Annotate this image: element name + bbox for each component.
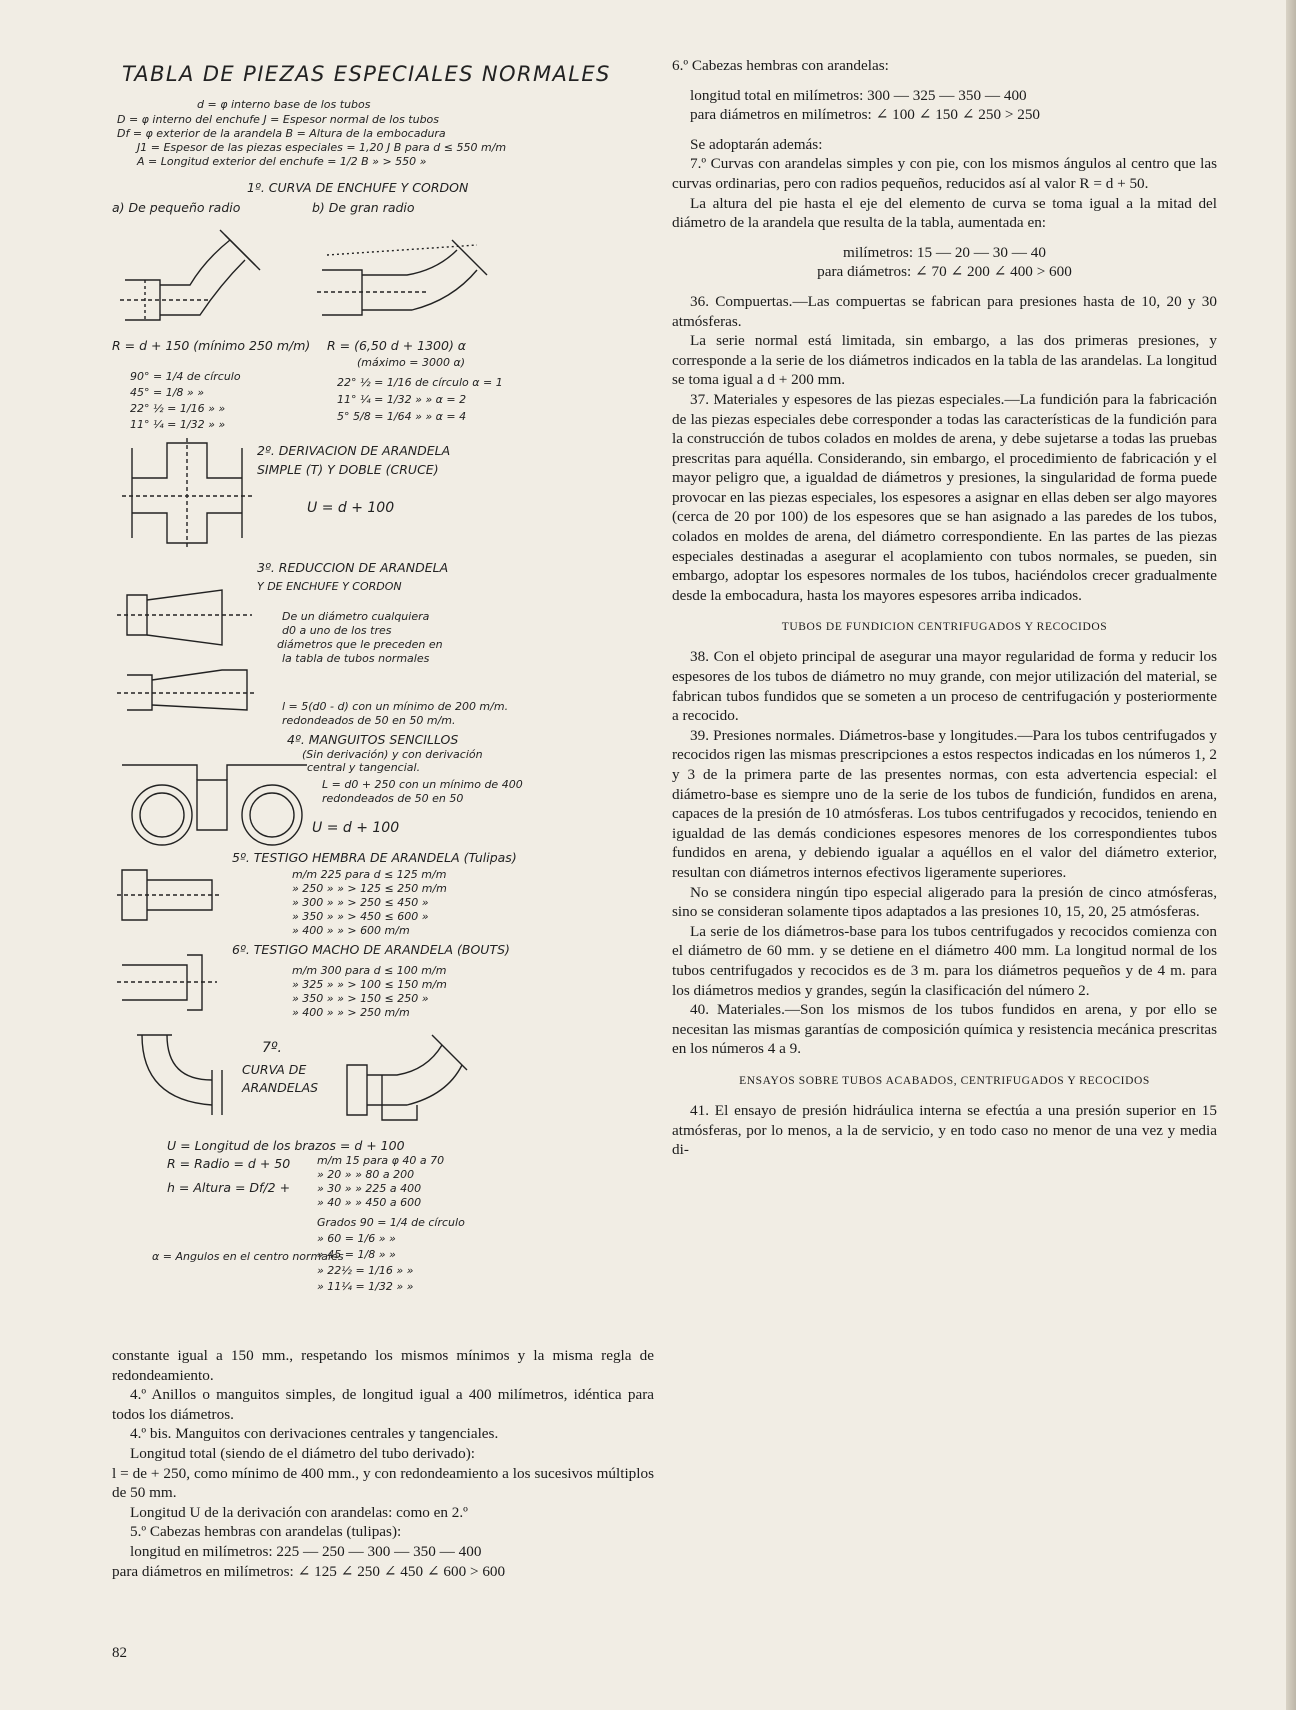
section-7-h-row: » 40 » » 450 a 600	[317, 1196, 422, 1209]
section-3-title: 3º. REDUCCION DE ARANDELA	[257, 560, 449, 575]
section-7-sub: CURVA DE	[242, 1062, 307, 1077]
section-4-sub: (Sin derivación) y con derivación	[302, 748, 483, 761]
paragraph: 4.º Anillos o manguitos simples, de longitud igual a 400 milímetros, idéntica para todos los diámetros.	[112, 1386, 654, 1423]
section-5-row: » 350 » » > 450 ≤ 600 »	[292, 910, 429, 923]
paragraph: 36. Compuertas.—Las compuertas se fabrican para presiones hasta de 10, 20 y 30 atmósferas.	[672, 292, 1217, 330]
sleeve-drawing	[117, 750, 317, 850]
section-7-u: U = Longitud de los brazos = d + 100	[167, 1138, 405, 1153]
section-1b-formula-max: (máximo = 3000 α)	[357, 356, 466, 369]
angle-row: 11° ¼ = 1/32 » »	[130, 418, 226, 431]
paragraph: constante igual a 150 mm., respetando los mismos mínimos y la misma regla de redondeamiento.	[112, 1347, 654, 1384]
section-4-title: 4º. MANGUITOS SENCILLOS	[287, 732, 459, 747]
page-number: 82	[112, 1645, 127, 1661]
legend-line: D = φ interno del enchufe J = Espesor normal de los tubos	[117, 113, 440, 126]
section-1b-formula: R = (6,50 d + 1300) α	[327, 338, 467, 353]
section-3-note: la tabla de tubos normales	[282, 652, 430, 665]
left-body-text	[112, 1346, 654, 1581]
section-5-row: m/m 225 para d ≤ 125 m/m	[292, 868, 447, 881]
section-7-r: R = Radio = d + 50	[167, 1156, 291, 1171]
section-2-sub: SIMPLE (T) Y DOBLE (CRUCE)	[257, 462, 439, 477]
section-heading: TUBOS DE FUNDICION CENTRIFUGADOS Y RECOCIDOS	[781, 621, 1108, 634]
paragraph: La altura del pie hasta el eje del elemento de curva se toma igual a la mitad del diámetro de la arandela que resulta de la tabla, aumentada en:	[672, 194, 1217, 232]
section-3-note: d0 a uno de los tres	[282, 624, 392, 637]
section-6-title: 6º. TESTIGO MACHO DE ARANDELA (BOUTS)	[232, 942, 510, 957]
paragraph: 41. El ensayo de presión hidráulica interna se efectúa a una presión superior en 15 atmósferas, por lo menos, a la de servicio, y en todo caso no menor de una vez y media di-	[672, 1101, 1217, 1159]
section-5-title: 5º. TESTIGO HEMBRA DE ARANDELA (Tulipas)	[232, 850, 517, 865]
paragraph: 39. Presiones normales. Diámetros-base y longitudes.—Para los tubos centrifugados y recocidos rigen las mismas prescripciones a estos respectos indicadas en los números 1, 2 y 3 de la primera parte de las presentes normas, con esta advertencia especial: el diámetro-base es siempre uno de la serie de los tubos de fundición, fundidos en arena, capaces de la presión de 10 atmósferas. Los tubos centrifugados y recocidos, teniendo en igualdad de las demás condiciones espesores menores de los correspondientes tubos fundidos en arena, y debiendo igualar a aquéllos en el valor del diámetro exterior, resultan con diámetros internos efectivos ligeramente superiores.	[672, 726, 1217, 881]
paragraph: 7.º Curvas con arandelas simples y con pie, con los mismos ángulos al centro que las curvas ordinarias, pero con radios pequeños, reducidos así al valor R = d + 50.	[672, 155, 1217, 192]
paragraph: 4.º bis. Manguitos con derivaciones centrales y tangenciales.	[130, 1425, 499, 1443]
flanged-bend-foot-drawing	[337, 1025, 477, 1135]
section-3-note: diámetros que le preceden en	[277, 638, 443, 651]
section-4-u: U = d + 100	[312, 820, 400, 836]
section-1a-label: a) De pequeño radio	[112, 200, 241, 215]
section-7-h-row: » 20 » » 80 a 200	[317, 1168, 415, 1181]
paragraph: milímetros: 15 — 20 — 30 — 40	[843, 243, 1046, 261]
paragraph: 5.º Cabezas hembras con arandelas (tulipas):	[130, 1523, 402, 1541]
angle-row: 90° = 1/4 de círculo	[130, 370, 241, 383]
section-4-formula-2: redondeados de 50 en 50	[322, 792, 464, 805]
section-6-row: » 350 » » > 150 ≤ 250 »	[292, 992, 429, 1005]
paragraph: longitud en milímetros: 225 — 250 — 300 — 350 — 400	[130, 1542, 482, 1560]
paragraph: longitud total en milímetros: 300 — 325 — 350 — 400	[690, 86, 1027, 104]
section-heading: ENSAYOS SOBRE TUBOS ACABADOS, CENTRIFUGADOS Y RECOCIDOS	[739, 1074, 1150, 1087]
section-7-a-row: » 11¼ = 1/32 » »	[317, 1280, 414, 1293]
special-pieces-table	[112, 50, 654, 1350]
paragraph: 38. Con el objeto principal de asegurar una mayor regularidad de forma y reducir los espesores de los tubos de diámetro no muy grande, con mejor utilización del material, se fabrican tubos fundidos que se someten a un proceso de centrifugación y posteriormente a recocido.	[672, 648, 1217, 725]
angle-row: 22° ½ = 1/16 de círculo α = 1	[337, 376, 503, 389]
reducer-drawing	[112, 575, 262, 745]
section-7-h-row: » 30 » » 225 a 400	[317, 1182, 422, 1195]
paragraph: La serie de los diámetros-base para los tubos centrifugados y recocidos comienza con el diámetro de 60 mm. y se detiene en el diámetro 400 mm. La longitud normal de los tubos centrifugados y recocidos es de 3 m. para los diámetros pequeños y de 4 m. para los diámetros medios y grandes, según la clasificación del número 2.	[672, 922, 1217, 999]
section-3-note: De un diámetro cualquiera	[282, 610, 430, 623]
paragraph: 6.º Cabezas hembras con arandelas:	[672, 57, 889, 74]
section-3-formula-2: redondeados de 50 en 50 m/m.	[282, 714, 456, 727]
paragraph: Se adoptarán además:	[690, 135, 823, 153]
paragraph: para diámetros: ∠ 70 ∠ 200 ∠ 400 > 600	[817, 263, 1072, 281]
table-title: TABLA DE PIEZAS ESPECIALES NORMALES	[122, 62, 611, 86]
section-1-title: 1º. CURVA DE ENCHUFE Y CORDON	[247, 180, 469, 195]
section-5-row: » 250 » » > 125 ≤ 250 m/m	[292, 882, 447, 895]
female-spigot-drawing	[117, 850, 227, 930]
paragraph: No se considera ningún tipo especial aligerado para la presión de cinco atmósferas, sino se consideran solamente tipos adaptados a las presiones 10, 15, 20, 25 atmósferas.	[672, 883, 1217, 921]
section-6-row: » 400 » » > 250 m/m	[292, 1006, 410, 1019]
section-6-row: » 325 » » > 100 ≤ 150 m/m	[292, 978, 447, 991]
legend-line: A = Longitud exterior del enchufe = 1/2 B » > 550 »	[137, 155, 427, 168]
section-3-formula: l = 5(d0 - d) con un mínimo de 200 m/m.	[282, 700, 509, 713]
section-7-a-row: » 22½ = 1/16 » »	[317, 1264, 414, 1277]
legend-line: J1 = Espesor de las piezas especiales = 1,20 J B para d ≤ 550 m/m	[137, 141, 507, 154]
section-2-title: 2º. DERIVACION DE ARANDELA	[257, 443, 451, 458]
section-6-row: m/m 300 para d ≤ 100 m/m	[292, 964, 447, 977]
section-7-h-row: m/m 15 para φ 40 a 70	[317, 1154, 445, 1167]
section-1b-label: b) De gran radio	[312, 200, 415, 215]
paragraph: 37. Materiales y espesores de las piezas especiales.—La fundición para la fabricación de las piezas especiales debe corresponder a todas las características de la fundición para la construcción de tubos colados en moldes de arena, y debe sujetarse a todas las pruebas prescritas para aquélla. Considerando, sin embargo, el procedimiento de fabricación y el mayor peligro que, a igualdad de diámetros y presiones, la singularidad de forma puede provocar en las piezas especiales, los espesores a asignar en ellas deben ser algo mayores (cerca de 20 por 100) de los espesores que se han asignado a las paredes de los tubos, colados en moldes de arena, del diámetro correspondiente. En las partes de las piezas especiales destinadas a asegurar el acoplamiento con tubos normales, se pueden, sin embargo, adoptar los espesores normales de los tubos, haciéndolos crecer gradualmente desde la embocadura, hasta los mayores espesores arriba indicados.	[672, 390, 1217, 604]
angle-row: 5° 5/8 = 1/64 » » α = 4	[337, 410, 467, 423]
section-5-row: » 300 » » > 250 ≤ 450 »	[292, 896, 429, 909]
section-5-row: » 400 » » > 600 m/m	[292, 924, 410, 937]
angle-row: 45° = 1/8 » »	[130, 386, 204, 399]
male-spigot-drawing	[117, 940, 227, 1020]
section-7-a-row: » 45 = 1/8 » »	[317, 1248, 396, 1261]
section-3-sub: Y DE ENCHUFE Y CORDON	[257, 580, 402, 593]
curve-small-radius-drawing	[120, 220, 290, 330]
legend-line: d = φ interno base de los tubos	[197, 98, 371, 111]
flanged-bend-drawing	[127, 1030, 237, 1130]
paragraph: 40. Materiales.—Son los mismos de los tubos fundidos en arena, y por ello se necesitan las mismas garantías de composición química y resistencia mecánica prescritas en los números 4 a 9.	[672, 1001, 1217, 1058]
section-1a-formula: R = d + 150 (mínimo 250 m/m)	[112, 338, 311, 353]
angle-row: 11° ¼ = 1/32 » » α = 2	[337, 393, 467, 406]
tee-derivation-drawing	[112, 438, 262, 548]
section-4-formula: L = d0 + 250 con un mínimo de 400	[322, 778, 523, 791]
section-4-sub-2: central y tangencial.	[307, 761, 421, 774]
paragraph: Longitud U de la derivación con arandelas: como en 2.º	[130, 1503, 468, 1521]
legend-line: Df = φ exterior de la arandela B = Altura de la embocadura	[117, 127, 446, 140]
section-7-a-label: α = Angulos en el centro normales	[152, 1250, 344, 1263]
paragraph: para diámetros en milímetros: ∠ 125 ∠ 250 ∠ 450 ∠ 600 > 600	[112, 1562, 506, 1580]
page-edge	[1286, 0, 1296, 1710]
paragraph: l = de + 250, como mínimo de 400 mm., y con redondeamiento a los sucesivos múltiplos de 50 mm.	[112, 1464, 654, 1502]
right-column	[672, 56, 1217, 1160]
section-7-a-row: » 60 = 1/6 » »	[317, 1232, 396, 1245]
paragraph: La serie normal está limitada, sin embargo, a las dos primeras presiones, y corresponde a la serie de los diámetros indicados en la tabla de las arandelas. La longitud se toma igual a d + 200 mm.	[672, 332, 1217, 389]
curve-large-radius-drawing	[317, 220, 497, 330]
angle-row: 22° ½ = 1/16 » »	[130, 402, 226, 415]
section-2-formula: U = d + 100	[307, 500, 395, 516]
paragraph: para diámetros en milímetros: ∠ 100 ∠ 150 ∠ 250 > 250	[690, 106, 1041, 124]
section-7-sub-2: ARANDELAS	[242, 1080, 319, 1095]
left-column	[112, 50, 654, 1650]
section-7-a-row: Grados 90 = 1/4 de círculo	[317, 1216, 465, 1229]
section-7-h: h = Altura = Df/2 +	[167, 1180, 291, 1195]
section-7-title: 7º.	[262, 1040, 282, 1056]
paragraph: Longitud total (siendo de el diámetro del tubo derivado):	[130, 1444, 476, 1462]
